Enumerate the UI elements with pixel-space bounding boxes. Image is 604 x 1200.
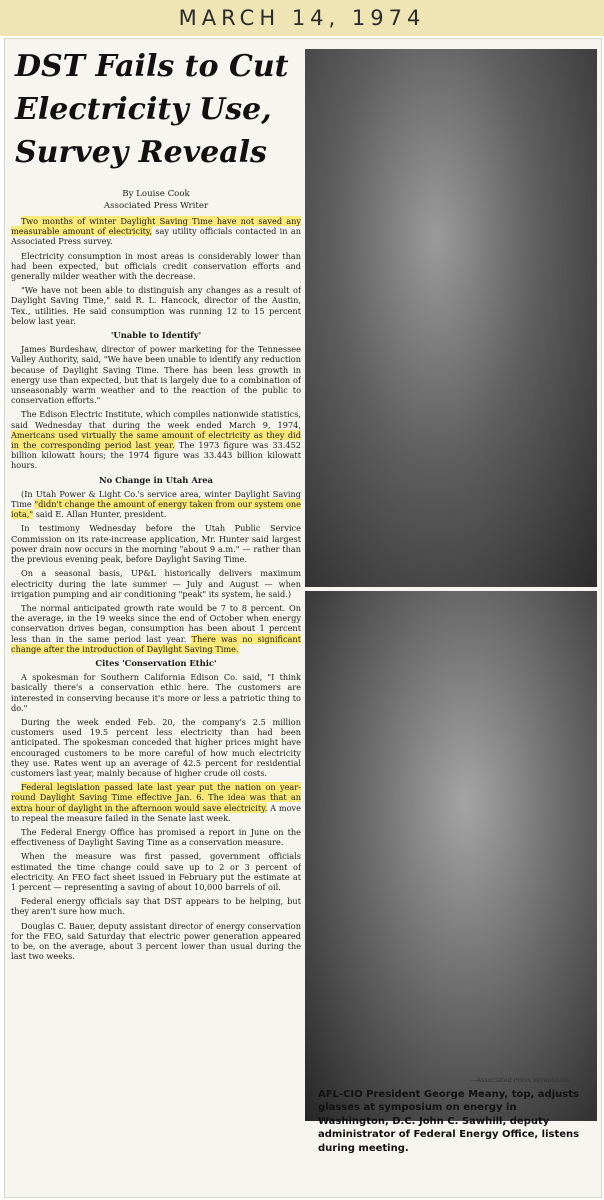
paragraph-text: A move to repeal the measure failed in the Senate last week.	[11, 802, 301, 823]
photo-john-sawhill	[305, 591, 597, 1121]
byline-role: Associated Press Writer	[103, 201, 209, 211]
byline	[11, 188, 301, 212]
paragraph-text: Douglas C. Bauer, deputy assistant director of energy conservation for the FEO, said Saturday that electric power generation appeared to be, on the average, about 3 percent lower than usual during the last two weeks.	[11, 920, 301, 962]
article-paragraph	[11, 827, 301, 847]
paragraph-text: The 1973 figure was 33.452 billion kilowatt hours; the 1974 figure was 33.443 billion kilowatt hours.	[11, 440, 301, 471]
article-headline: DST Fails to Cut Electricity Use, Survey Reveals	[15, 49, 289, 170]
photo-credit: —Associated Press Wirephotos	[470, 1076, 570, 1084]
paragraph-text: Electricity consumption in most areas is considerably lower than had been expected, but officials credit conservation efforts and generally milder weather with the decrease.	[11, 250, 301, 282]
subheading: Cites 'Conservation Ethic'	[95, 657, 217, 668]
subheading: 'Unable to Identify'	[110, 330, 202, 341]
paragraph-text: The Edison Electric Institute, which compiles nationwide statistics, said Wednesday that during the week ended March 9, 1974,	[11, 409, 301, 430]
article-paragraph	[11, 409, 301, 470]
article-body	[11, 216, 301, 961]
article-paragraph	[11, 717, 301, 778]
subheading: No Change in Utah Area	[99, 474, 213, 485]
paragraph-text: On a seasonal basis, UP&L historically delivers maximum electricity during the late summer — July and August — when irrigation pumping and air conditioning "peak" its system, he said.)	[11, 568, 301, 599]
paragraph-text: said E. Allan Hunter, president.	[33, 509, 167, 520]
highlighted-text: Americans used virtually the same amount of electricity as they did in the corresponding period last year.	[11, 429, 301, 451]
article-paragraph	[11, 568, 301, 599]
article-paragraph	[11, 851, 301, 892]
paragraph-text: "We have not been able to distinguish any changes as a result of Daylight Saving Time," said R. L. Hancock, director of the Austin, Tex., utilities. He said consumption was running 12 to 15 percent below last year.	[11, 285, 301, 326]
paragraph-text: In testimony Wednesday before the Utah Public Service Commission on its rate-increase application, Mr. Hunter said largest power drain now occurs in the morning "about 9 a.m." — rather than the previous evening peak, before Daylight Saving Time.	[11, 523, 301, 565]
article-paragraph	[11, 782, 301, 823]
highlighted-text: Federal legislation passed late last year put the nation on year-round Daylight Saving Time effective Jan. 6. The idea was that an extra hour of daylight in the afternoon would save electricity.	[11, 782, 301, 813]
article-paragraph	[11, 603, 301, 654]
photo-george-meany	[305, 49, 597, 587]
article-column	[11, 45, 301, 1191]
highlighted-text: Two months of winter Daylight Saving Time have not saved any measurable amount of electricity,	[11, 216, 301, 237]
paragraph-text: say utility officials contacted in an Associated Press survey.	[11, 226, 301, 247]
article-paragraph	[11, 523, 301, 564]
date-banner	[0, 0, 604, 36]
highlighted-text: "didn't change the amount of energy taken from our system one iota,"	[11, 499, 301, 520]
article-paragraph	[11, 672, 301, 713]
newspaper-clipping	[4, 38, 602, 1198]
article-paragraph	[11, 216, 301, 247]
article-paragraph	[11, 921, 301, 962]
photo-caption: AFL-CIO President George Meany, top, adjusts glasses at symposium on energy in Washington, D.C. John C. Sawhill, deputy administrator of Federal Energy Office, listens during meeting.	[318, 1089, 580, 1154]
paragraph-text: (In Utah Power & Light Co.'s service area, winter Daylight Saving Time	[11, 488, 301, 510]
paragraph-text: A spokesman for Southern California Edison Co. said, "I think basically there's a conservation ethic here. The customers are interested in conserving because it's more or less a patriotic thing to do."	[11, 672, 301, 713]
article-paragraph	[11, 251, 301, 282]
paragraph-text: When the measure was first passed, government officials estimated the time change could save up to 2 or 3 percent of electricity. An FEO fact sheet issued in February put the estimate at 1 percent — representing a saving of about 10,000 barrels of oil.	[11, 851, 301, 892]
byline-author: By Louise Cook	[122, 189, 190, 199]
paragraph-text: Federal energy officials say that DST appears to be helping, but they aren't sure how much.	[11, 896, 301, 917]
paragraph-text: The Federal Energy Office has promised a report in June on the effectiveness of Daylight Saving Time as a conservation measure.	[11, 826, 301, 848]
article-paragraph	[11, 489, 301, 520]
article-paragraph	[11, 344, 301, 405]
article-paragraph	[11, 896, 301, 916]
date-banner-text: MARCH 14, 1974	[178, 6, 426, 30]
paragraph-text: During the week ended Feb. 20, the company's 2.5 million customers used 19.5 percent less electricity than had been anticipated. The spokesman conceded that higher prices might have encouraged customers to be more careful of how much electricity they use. Rates went up an average of 42.5 percent for residential customers last year, mainly because of higher crude oil costs.	[11, 716, 301, 778]
paragraph-text: James Burdeshaw, director of power marketing for the Tennessee Valley Authority, said, "We have been unable to identify any reduction because of Daylight Saving Time. There has been less growth in energy use than expected, but that is largely due to a combination of unseasonably warm weather and to the reaction of the public to conservation efforts."	[11, 344, 301, 406]
article-paragraph	[11, 285, 301, 326]
paragraph-text: The normal anticipated growth rate would be 7 to 8 percent. On the average, in the 19 weeks since the end of October when energy conservation drives began, consumption has been about 1 percent less than in the same period last year.	[11, 602, 301, 644]
highlighted-text: There was no significant change after the introduction of Daylight Saving Time.	[11, 633, 301, 654]
